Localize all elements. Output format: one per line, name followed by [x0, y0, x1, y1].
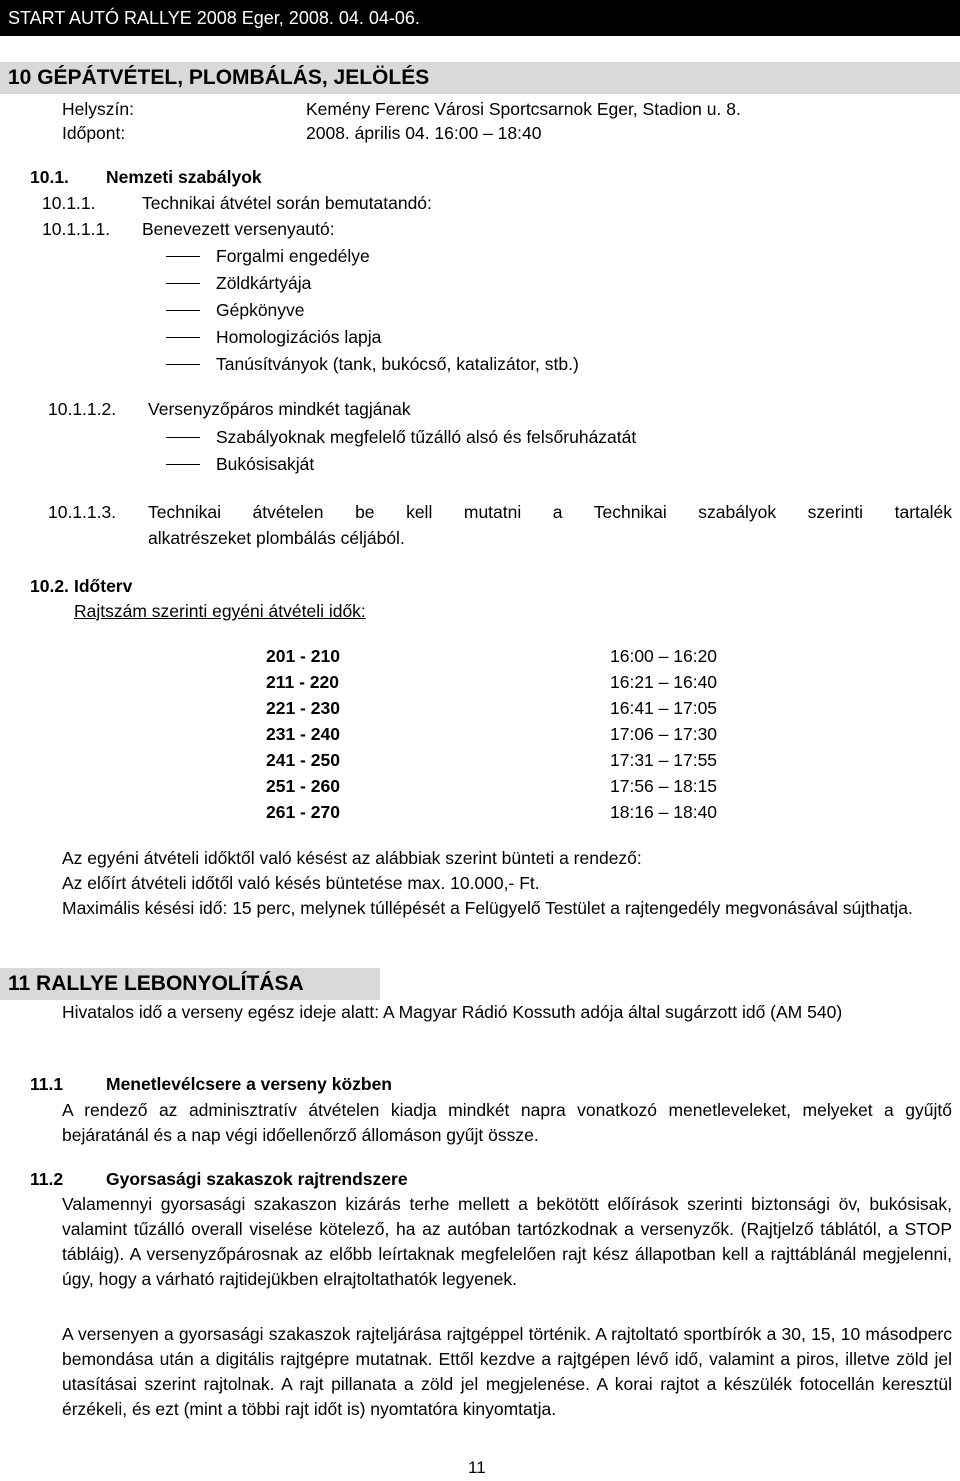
s10-1-1-3-line2: alkatrészeket plombálás céljából. [148, 528, 405, 548]
penalty-note-2: Az előírt átvételi időtől való késés büntetése max. 10.000,- Ft. [62, 873, 540, 893]
page-header [0, 0, 960, 36]
s11-2-number: 11.2 [30, 1169, 64, 1189]
s11-2-paragraph-1: Valamennyi gyorsasági szakaszon kizárás terhe mellett a bekötött előírások szerinti biztonsági öv, bukósisak, valamint tűzálló overall viselése kötelező, ha az autóban tartózkodnak a versenyzők. (Rajtjelző táblától, a STOP tábláig). A versenyzőpárosnak az előbb leírtaknak megfelelően rajt kész állapotban kell a rajttáblánál megjelenni, úgy, hogy a várható rajtidejükben elrajtoltathatók legyenek. [62, 1194, 952, 1289]
schedule-range: 241 - 250 [266, 750, 340, 770]
list-item: Zöldkártyája [216, 273, 312, 293]
page-number: 11 [468, 1458, 486, 1477]
s10-1-1-1-number: 10.1.1.1. [42, 219, 111, 239]
schedule-time: 16:21 – 16:40 [610, 672, 718, 692]
schedule-time: 18:16 – 18:40 [610, 802, 718, 822]
s10-1-1-2-text: Versenyzőpáros mindkét tagjának [148, 399, 411, 419]
dash-bullet [166, 464, 200, 465]
schedule-time: 16:00 – 16:20 [610, 646, 718, 666]
schedule-range: 221 - 230 [266, 698, 340, 718]
dash-bullet [166, 437, 200, 438]
schedule-range: 201 - 210 [266, 646, 340, 666]
s11-1-title: Menetlevélcsere a verseny közben [106, 1074, 392, 1094]
list-item: Forgalmi engedélye [216, 246, 370, 266]
schedule-range: 261 - 270 [266, 802, 340, 822]
s10-1-1-1-text: Benevezett versenyautó: [142, 219, 335, 239]
dash-bullet [166, 337, 200, 338]
header-text: START AUTÓ RALLYE 2008 Eger, 2008. 04. 04-06. [8, 8, 420, 28]
list-item: Homologizációs lapja [216, 327, 382, 347]
section-10-title: 10 GÉPÁTVÉTEL, PLOMBÁLÁS, JELÖLÉS [8, 66, 430, 89]
schedule-range: 251 - 260 [266, 776, 340, 796]
list-item: Tanúsítványok (tank, bukócső, katalizátor, stb.) [216, 354, 579, 374]
s10-2-subtitle: Rajtszám szerinti egyéni átvételi idők: [74, 601, 366, 621]
s10-2-title: Időterv [74, 576, 133, 596]
dash-bullet [166, 364, 200, 365]
schedule-time: 16:41 – 17:05 [610, 698, 718, 718]
list-item: Gépkönyve [216, 300, 305, 320]
penalty-note-1: Az egyéni átvételi időktől való késést az alábbiak szerint bünteti a rendező: [62, 848, 642, 868]
location-label: Helyszín: [62, 99, 134, 119]
time-label: Időpont: [62, 123, 126, 143]
location-value: Kemény Ferenc Városi Sportcsarnok Eger, Stadion u. 8. [306, 99, 741, 119]
dash-bullet [166, 256, 200, 257]
s10-1-title: Nemzeti szabályok [106, 167, 262, 187]
dash-bullet [166, 283, 200, 284]
s10-2-number: 10.2. [30, 576, 69, 596]
s10-1-1-3-number: 10.1.1.3. [48, 502, 117, 522]
s10-1-1-3-line1: Technikai átvételen be kell mutatni a Technikai szabályok szerinti tartalék [148, 502, 952, 522]
s10-1-number: 10.1. [30, 167, 69, 187]
s10-1-1-number: 10.1.1. [42, 193, 96, 213]
schedule-range: 211 - 220 [266, 672, 339, 692]
s11-2-title: Gyorsasági szakaszok rajtrendszere [106, 1169, 408, 1189]
section-11-intro: Hivatalos idő a verseny egész ideje alatt: A Magyar Rádió Kossuth adója által sugárzott idő (AM 540) [62, 1002, 843, 1022]
s11-1-text: A rendező az adminisztratív átvételen kiadja mindkét napra vonatkozó menetleveleket, melyeket a gyűjtő bejáratánál és a nap végi időellenőrző állomáson gyűjt össze. [62, 1100, 952, 1145]
dash-bullet [166, 310, 200, 311]
s11-2-paragraph-2: A versenyen a gyorsasági szakaszok rajteljárása rajtgéppel történik. A rajtoltató sportbírók a 30, 15, 10 másodperc bemondása után a digitális rajtgépre mutatnak. Ettől kezdve a rajtgépen lévő idő, valamint a piros, illetve zöld jel utasításai szerint rajtolnak. A rajt pillanata a zöld jel megjelenése. A korai rajtot a készülék fotocellán keresztül érzékeli, és ezt (mint a többi rajt időt is) nyomtatóra kinyomtatja. [62, 1324, 952, 1419]
s10-1-1-text: Technikai átvétel során bemutatandó: [142, 193, 432, 213]
s10-1-1-2-number: 10.1.1.2. [48, 399, 117, 419]
s11-1-number: 11.1 [30, 1074, 64, 1094]
list-item: Bukósisakját [216, 454, 315, 474]
time-value: 2008. április 04. 16:00 – 18:40 [306, 123, 542, 143]
list-item: Szabályoknak megfelelő tűzálló alsó és felsőruházatát [216, 427, 637, 447]
schedule-time: 17:31 – 17:55 [610, 750, 718, 770]
schedule-time: 17:56 – 18:15 [610, 776, 718, 796]
penalty-note-3: Maximális késési idő: 15 perc, melynek túllépését a Felügyelő Testület a rajtengedély megvonásával sújthatja. [62, 898, 913, 918]
section-11-title: 11 RALLYE LEBONYOLÍTÁSA [8, 972, 304, 995]
schedule-range: 231 - 240 [266, 724, 340, 744]
schedule-time: 17:06 – 17:30 [610, 724, 718, 744]
